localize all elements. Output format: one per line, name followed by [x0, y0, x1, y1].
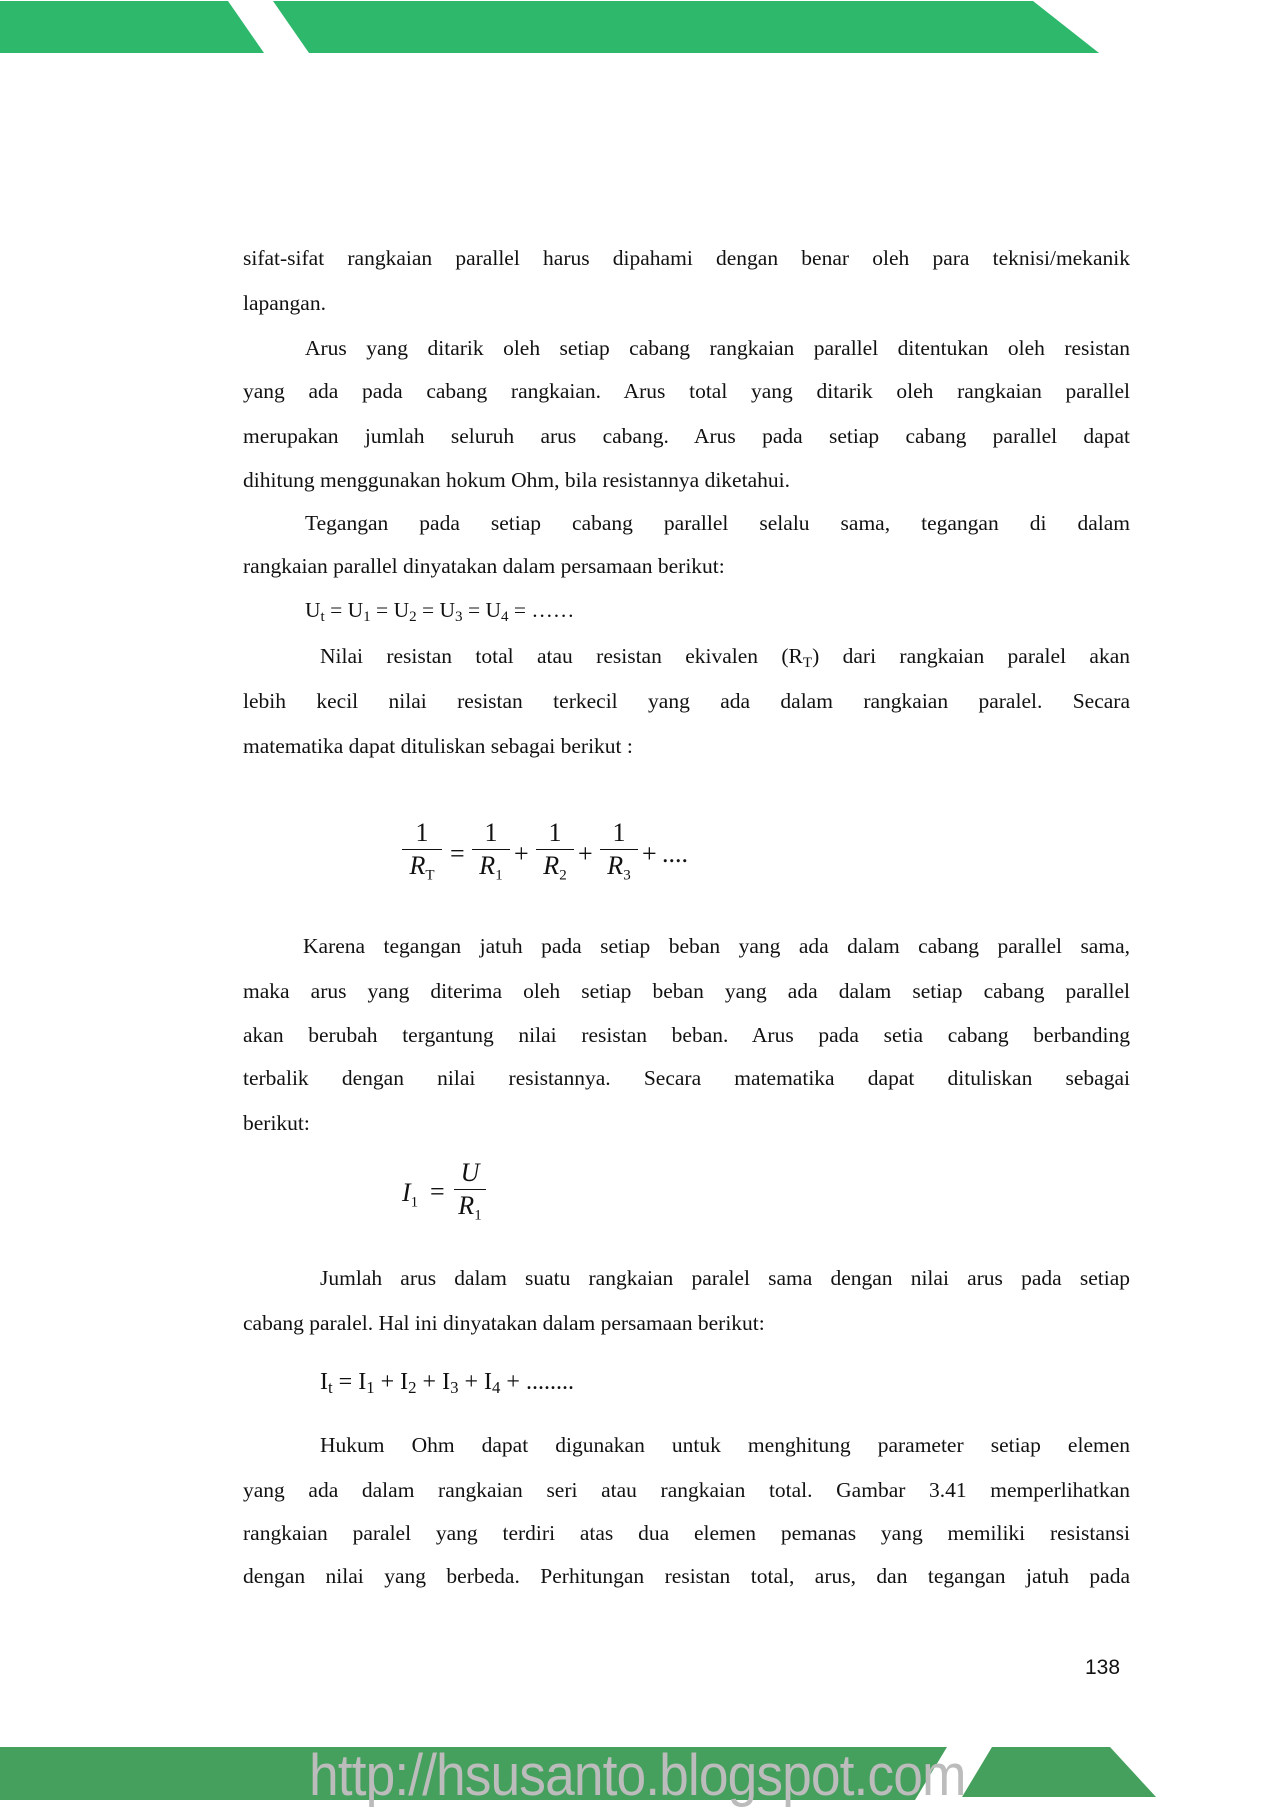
eq-operator: + [642, 839, 657, 868]
denominator-base: R [479, 851, 496, 881]
subscript: T [802, 654, 813, 671]
fraction-bar [472, 849, 510, 850]
eq-operator: = [462, 598, 486, 622]
eq-ellipsis: …… [531, 598, 575, 622]
eq-ellipsis: .... [662, 839, 688, 868]
eq-term: I [320, 1369, 328, 1395]
denominator-subscript: 1 [495, 867, 503, 884]
eq-term: U [393, 598, 410, 622]
eq-operator: = [332, 1369, 359, 1395]
fraction-bar [402, 849, 442, 850]
eq-operator: = [324, 598, 348, 622]
eq-subscript: t [320, 608, 325, 625]
denominator [472, 853, 510, 883]
denominator [600, 853, 638, 883]
fraction [454, 1160, 486, 1224]
numerator: 1 [484, 818, 498, 847]
eq-operator: = [430, 1177, 445, 1206]
eq-term: U [347, 598, 364, 622]
body-line: cabang paralel. Hal ini dinyatakan dalam persamaan berikut: [243, 1311, 765, 1335]
eq-operator: = [370, 598, 394, 622]
body-line [320, 646, 1130, 671]
eq-subscript: 4 [492, 1378, 501, 1398]
eq-term: I [442, 1369, 451, 1395]
eq-term: U [439, 598, 456, 622]
body-line: Tegangan pada setiap cabang parallel selalu sama, tegangan di dalam [305, 511, 1130, 535]
eq-operator: + [514, 839, 529, 868]
eq-operator: + [458, 1369, 485, 1395]
eq-operator: + [416, 1369, 443, 1395]
denominator-subscript: 2 [559, 867, 567, 884]
eq-subscript: 2 [408, 1378, 417, 1398]
body-line: akan berubah tergantung nilai resistan beban. Arus pada setia cabang berbanding [243, 1023, 1130, 1047]
denominator-base: R [409, 851, 426, 881]
eq-operator: = [416, 598, 440, 622]
eq-lhs-base: I [402, 1178, 411, 1207]
denominator [454, 1193, 486, 1223]
fraction-bar [600, 849, 638, 850]
eq-term: I [484, 1369, 493, 1395]
eq-operator: + [374, 1369, 401, 1395]
eq-ellipsis: ........ [525, 1369, 574, 1395]
numerator: 1 [612, 818, 626, 847]
text-segment: Nilai resistan total atau resistan ekivalen (R [320, 644, 803, 668]
body-line: Karena tegangan jatuh pada setiap beban yang ada dalam cabang parallel sama, [303, 934, 1130, 958]
numerator: 1 [415, 818, 429, 847]
body-line: merupakan jumlah seluruh arus cabang. Arus pada setiap cabang parallel dapat [243, 424, 1130, 448]
fraction [536, 820, 574, 884]
body-line: berikut: [243, 1111, 310, 1135]
fraction-bar [454, 1189, 486, 1190]
page-number: 138 [1085, 1656, 1121, 1679]
eq-term: I [358, 1369, 367, 1395]
denominator [402, 853, 442, 883]
watermark-url: http://hsusanto.blogspot.com [309, 1743, 966, 1808]
total-current-equation [320, 1370, 574, 1397]
fraction-bar [536, 849, 574, 850]
eq-subscript: 1 [363, 608, 371, 625]
body-line: rangkaian parallel dinyatakan dalam persamaan berikut: [243, 554, 725, 578]
eq-subscript: 4 [501, 608, 509, 625]
denominator-base: R [458, 1191, 475, 1221]
voltage-equation [305, 600, 574, 625]
eq-operator: = [508, 598, 532, 622]
body-line: matematika dapat dituliskan sebagai berikut : [243, 734, 633, 758]
eq-subscript: t [328, 1378, 333, 1398]
eq-operator: = [450, 839, 465, 868]
denominator-subscript: 1 [474, 1207, 482, 1224]
eq-term: U [305, 598, 321, 622]
body-line: Arus yang ditarik oleh setiap cabang rangkaian parallel ditentukan oleh resistan [305, 336, 1130, 360]
body-line: yang ada dalam rangkaian seri atau rangkaian total. Gambar 3.41 memperlihatkan [243, 1478, 1130, 1502]
header-band [0, 0, 1272, 60]
header-band-left [0, 1, 264, 53]
body-line: dihitung menggunakan hokum Ohm, bila resistannya diketahui. [243, 468, 790, 492]
denominator-base: R [543, 851, 560, 881]
body-line: terbalik dengan nilai resistannya. Secara matematika dapat dituliskan sebagai [243, 1066, 1130, 1090]
header-band-right [273, 1, 1099, 53]
eq-subscript: 3 [450, 1378, 459, 1398]
footer-band-right [962, 1747, 1156, 1797]
body-line: Hukum Ohm dapat digunakan untuk menghitung parameter setiap elemen [320, 1433, 1130, 1457]
fraction [472, 820, 510, 884]
eq-operator: + [578, 839, 593, 868]
body-line: dengan nilai yang berbeda. Perhitungan resistan total, arus, dan tegangan jatuh pada [243, 1564, 1130, 1588]
fraction [600, 820, 638, 884]
eq-term: U [485, 598, 501, 622]
denominator-subscript: 3 [623, 867, 631, 884]
body-line: lebih kecil nilai resistan terkecil yang ada dalam rangkaian paralel. Secara [243, 689, 1130, 713]
eq-lhs [402, 1180, 418, 1210]
resistance-equation [400, 820, 720, 900]
body-line: yang ada pada cabang rangkaian. Arus total yang ditarik oleh rangkaian parallel [243, 379, 1130, 403]
eq-subscript: 2 [409, 608, 417, 625]
body-line: rangkaian paralel yang terdiri atas dua elemen pemanas yang memiliki resistansi [243, 1521, 1130, 1545]
eq-term: I [400, 1369, 409, 1395]
body-line: lapangan. [243, 291, 326, 315]
eq-operator: + [500, 1369, 526, 1395]
eq-lhs-subscript: 1 [410, 1194, 419, 1211]
numerator: 1 [548, 818, 562, 847]
eq-subscript: 1 [366, 1378, 375, 1398]
branch-current-equation [400, 1160, 520, 1240]
body-line: Jumlah arus dalam suatu rangkaian paralel sama dengan nilai arus pada setiap [320, 1266, 1130, 1290]
denominator [536, 853, 574, 883]
denominator-subscript: T [425, 867, 435, 884]
numerator: U [460, 1158, 480, 1187]
eq-subscript: 3 [455, 608, 463, 625]
text-segment: ) dari rangkaian paralel akan [812, 644, 1130, 668]
fraction [402, 820, 442, 884]
body-line: sifat-sifat rangkaian parallel harus dipahami dengan benar oleh para teknisi/mekanik [243, 246, 1130, 270]
body-line: maka arus yang diterima oleh setiap beban yang ada dalam setiap cabang parallel [243, 979, 1130, 1003]
denominator-base: R [607, 851, 624, 881]
